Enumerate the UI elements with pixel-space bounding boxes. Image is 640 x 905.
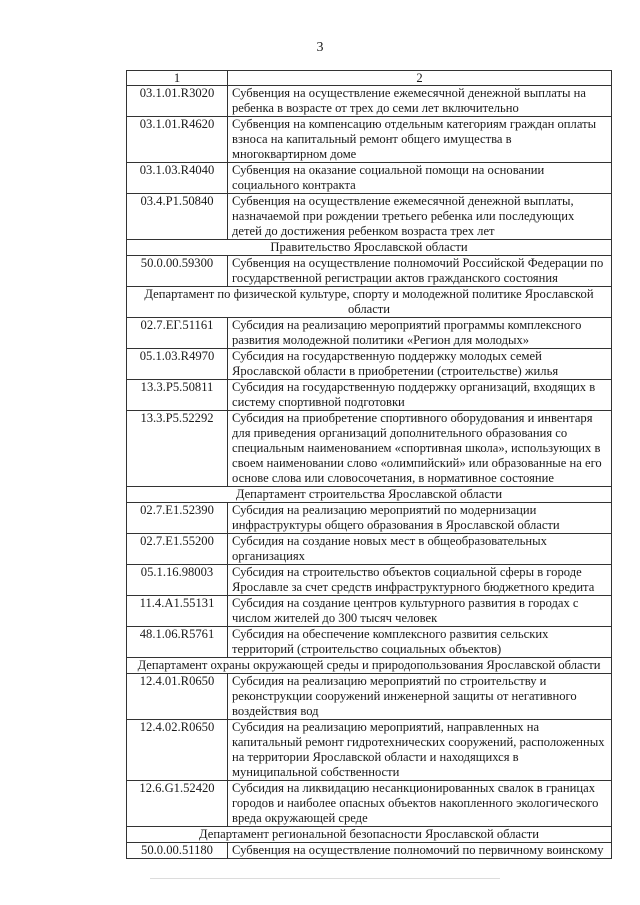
description-cell: Субсидия на реализацию мероприятий по модернизации инфраструктуры общего образования в Ярославской области xyxy=(228,503,612,534)
section-header-row xyxy=(127,487,612,503)
table-row xyxy=(127,411,612,487)
budget-code-cell: 03.4.P1.50840 xyxy=(127,194,228,240)
section-header-row xyxy=(127,287,612,318)
section-title: Департамент по физической культуре, спорту и молодежной политике Ярославской области xyxy=(127,287,612,318)
description-cell: Субсидия на приобретение спортивного оборудования и инвентаря для приведения организаций дополнительного образования со специальным наименованием «спортивная школа», использующих в своем наименовании слово «олимпийский» или образованные на его основе слова или словосочетания, в нормативное состояние xyxy=(228,411,612,487)
description-cell: Субсидия на государственную поддержку организаций, входящих в систему спортивной подготовки xyxy=(228,380,612,411)
column-number-1: 1 xyxy=(127,71,228,86)
budget-code-cell: 03.1.03.R4040 xyxy=(127,163,228,194)
section-title: Департамент охраны окружающей среды и природопользования Ярославской области xyxy=(127,658,612,674)
table-row xyxy=(127,318,612,349)
table-row xyxy=(127,503,612,534)
table-row xyxy=(127,781,612,827)
table-row xyxy=(127,627,612,658)
table-row xyxy=(127,596,612,627)
section-title: Департамент строительства Ярославской области xyxy=(127,487,612,503)
table-row xyxy=(127,534,612,565)
table-row xyxy=(127,117,612,163)
table-row xyxy=(127,674,612,720)
column-number-2: 2 xyxy=(228,71,612,86)
budget-code-cell: 13.3.P5.52292 xyxy=(127,411,228,487)
budget-code-cell: 02.7.E1.52390 xyxy=(127,503,228,534)
description-cell: Субсидия на ликвидацию несанкционированных свалок в границах городов и наиболее опасных объектов накопленного экологического вреда окружающей среде xyxy=(228,781,612,827)
section-header-row xyxy=(127,658,612,674)
description-cell: Субсидия на государственную поддержку молодых семей Ярославской области в приобретении (строительстве) жилья xyxy=(228,349,612,380)
budget-code-cell: 50.0.00.51180 xyxy=(127,843,228,859)
description-cell: Субсидия на создание новых мест в общеобразовательных организациях xyxy=(228,534,612,565)
description-cell: Субвенция на осуществление полномочий Российской Федерации по государственной регистрации актов гражданского состояния xyxy=(228,256,612,287)
budget-codes-table xyxy=(126,70,612,859)
section-header-row xyxy=(127,240,612,256)
description-cell: Субвенция на компенсацию отдельным категориям граждан оплаты взноса на капитальный ремонт общего имущества в многоквартирном доме xyxy=(228,117,612,163)
table-row xyxy=(127,256,612,287)
section-title: Департамент региональной безопасности Ярославской области xyxy=(127,827,612,843)
section-header-row xyxy=(127,827,612,843)
description-cell: Субсидия на обеспечение комплексного развития сельских территорий (строительство социальных объектов) xyxy=(228,627,612,658)
table-row xyxy=(127,194,612,240)
budget-code-cell: 13.3.P5.50811 xyxy=(127,380,228,411)
budget-code-cell: 03.1.01.R4620 xyxy=(127,117,228,163)
budget-code-cell: 02.7.ЕГ.51161 xyxy=(127,318,228,349)
description-cell: Субсидия на строительство объектов социальной сферы в городе Ярославле за счет средств инфраструктурного бюджетного кредита xyxy=(228,565,612,596)
table-header-row xyxy=(127,71,612,86)
budget-code-cell: 12.6.G1.52420 xyxy=(127,781,228,827)
table-row xyxy=(127,843,612,859)
description-cell: Субвенция на осуществление полномочий по первичному воинскому xyxy=(228,843,612,859)
description-cell: Субвенция на осуществление ежемесячной денежной выплаты на ребенка в возрасте от трех до семи лет включительно xyxy=(228,86,612,117)
budget-code-cell: 12.4.01.R0650 xyxy=(127,674,228,720)
table-row xyxy=(127,163,612,194)
description-cell: Субвенция на оказание социальной помощи на основании социального контракта xyxy=(228,163,612,194)
budget-code-cell: 02.7.E1.55200 xyxy=(127,534,228,565)
description-cell: Субсидия на реализацию мероприятий по строительству и реконструкции сооружений инженерной защиты от негативного воздействия вод xyxy=(228,674,612,720)
budget-code-cell: 03.1.01.R3020 xyxy=(127,86,228,117)
section-title: Правительство Ярославской области xyxy=(127,240,612,256)
budget-code-cell: 05.1.03.R4970 xyxy=(127,349,228,380)
description-cell: Субсидия на реализацию мероприятий, направленных на капитальный ремонт гидротехнических сооружений, расположенных на территории Ярославской области и находящихся в муниципальной собственности xyxy=(228,720,612,781)
budget-code-cell: 50.0.00.59300 xyxy=(127,256,228,287)
table-row xyxy=(127,86,612,117)
description-cell: Субвенция на осуществление ежемесячной денежной выплаты, назначаемой при рождении третьего ребенка или последующих детей до достижения ребенком возраста трех лет xyxy=(228,194,612,240)
table-row xyxy=(127,349,612,380)
scan-artifact-line xyxy=(150,878,500,879)
budget-code-cell: 48.1.06.R5761 xyxy=(127,627,228,658)
description-cell: Субсидия на создание центров культурного развития в городах с числом жителей до 300 тысяч человек xyxy=(228,596,612,627)
table-body xyxy=(127,71,612,859)
table-row xyxy=(127,565,612,596)
description-cell: Субсидия на реализацию мероприятий программы комплексного развития молодежной политики «Регион для молодых» xyxy=(228,318,612,349)
table-row xyxy=(127,380,612,411)
page-number: 3 xyxy=(316,40,324,55)
budget-code-cell: 11.4.A1.55131 xyxy=(127,596,228,627)
table-row xyxy=(127,720,612,781)
budget-code-cell: 12.4.02.R0650 xyxy=(127,720,228,781)
budget-code-cell: 05.1.16.98003 xyxy=(127,565,228,596)
